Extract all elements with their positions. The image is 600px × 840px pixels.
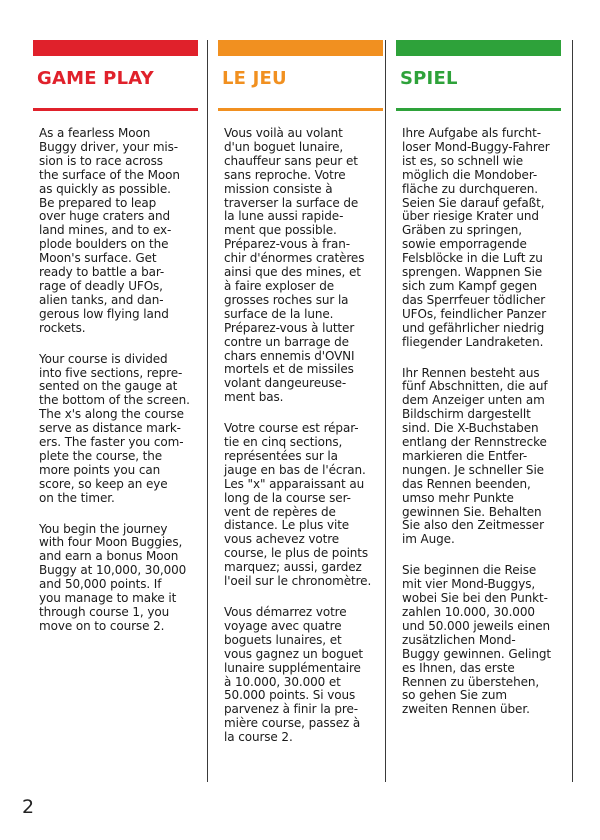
column-divider [572, 40, 573, 782]
paragraph: Ihre Aufgabe als furcht- loser Mond-Buggy-Fahrer ist es, so schnell wie möglich die Mondober- fläche zu durchqueren. Seien Sie darauf gefaßt, über riesige Krater und Gräben zu springen, sowie emporragende Felsblöcke in die Luft zu sprengen. Wappnen Sie sich zum Kampf gegen das Sperrfeuer tödlicher UFOs, feindlicher Panzer und gefährlicher niedrig fliegender Landraketen. [402, 126, 550, 349]
paragraph: Votre course est répar- tie en cinq sections, représentées sur la jauge en bas de l'écran. Les "x" apparaissant au long de la course ser- vent de repères de distance. Le plus vite vous achevez votre course, le plus de points marquez; aussi, gardez l'oeil sur le chronomètre. [224, 421, 372, 589]
column-spiel [396, 40, 561, 782]
column-divider [385, 40, 386, 782]
heading-underline [33, 108, 198, 111]
paragraph: Vous démarrez votre voyage avec quatre boguets lunaires, et vous gagnez un boguet lunaire supplémentaire à 10.000, 30.000 et 50.000 points. Si vous parvenez à finir la pre- mière course, passez à la course 2. [224, 605, 363, 745]
heading-spiel: SPIEL [400, 68, 458, 89]
paragraph: Ihr Rennen besteht aus fünf Abschnitten, die auf dem Anzeiger unten am Bildschirm dargestellt sind. Die X-Buchstaben entlang der Rennstrecke markieren die Entfer- nungen. Je schneller Sie das Rennen beenden, umso mehr Punkte gewinnen Sie. Behalten Sie also den Zeitmesser im Auge. [402, 365, 548, 547]
column-game-play [33, 40, 198, 782]
color-bar-top [33, 40, 198, 56]
body-text [224, 127, 381, 745]
body-text [402, 127, 559, 717]
heading-underline [218, 108, 383, 111]
paragraph: Vous voilà au volant d'un boguet lunaire, chauffeur sans peur et sans reproche. Votre mission consiste à traverser la surface de la lune aussi rapide- ment que possible. Préparez-vous à fran- chir d'énormes cratères ainsi que des mines, et à faire exploser de grosses roches sur la surface de la lune. Préparez-vous à lutter contre un barrage de chars ennemis d'OVNI mortels et de missiles volant dangeureuse- ment bas. [224, 126, 365, 405]
column-le-jeu [218, 40, 383, 782]
color-bar-top [218, 40, 383, 56]
paragraph: You begin the journey with four Moon Buggies, and earn a bonus Moon Buggy at 10,000, 30,000 and 50,000 points. If you manage to make it through course 1, you move on to course 2. [39, 521, 187, 633]
page-number: 2 [22, 796, 35, 818]
paragraph: Sie beginnen die Reise mit vier Mond-Buggys, wobei Sie bei den Punkt- zahlen 10.000, 30.000 und 50.000 jeweils einen zusätzlichen Mond- Buggy gewinnen. Gelingt es Ihnen, das erste Rennen zu überstehen, so gehen Sie zum zweiten Rennen über. [402, 563, 551, 717]
color-bar-top [396, 40, 561, 56]
paragraph: As a fearless Moon Buggy driver, your mis- sion is to race across the surface of the Moon as quickly as possible. Be prepared to leap over huge craters and land mines, and to ex- plode boulders on the Moon's surface. Get ready to battle a bar- rage of deadly UFOs, alien tanks, and dan- gerous low flying land rockets. [39, 126, 180, 335]
heading-le-jeu: LE JEU [222, 68, 287, 89]
heading-game-play: GAME PLAY [37, 68, 154, 89]
paragraph: Your course is divided into five sections, repre- sented on the gauge at the bottom of the screen. The x's along the course serve as distance mark- ers. The faster you com- plete the course, the more points you can score, so keep an eye on the timer. [39, 351, 190, 505]
column-divider [207, 40, 208, 782]
body-text [39, 127, 196, 634]
heading-underline [396, 108, 561, 111]
